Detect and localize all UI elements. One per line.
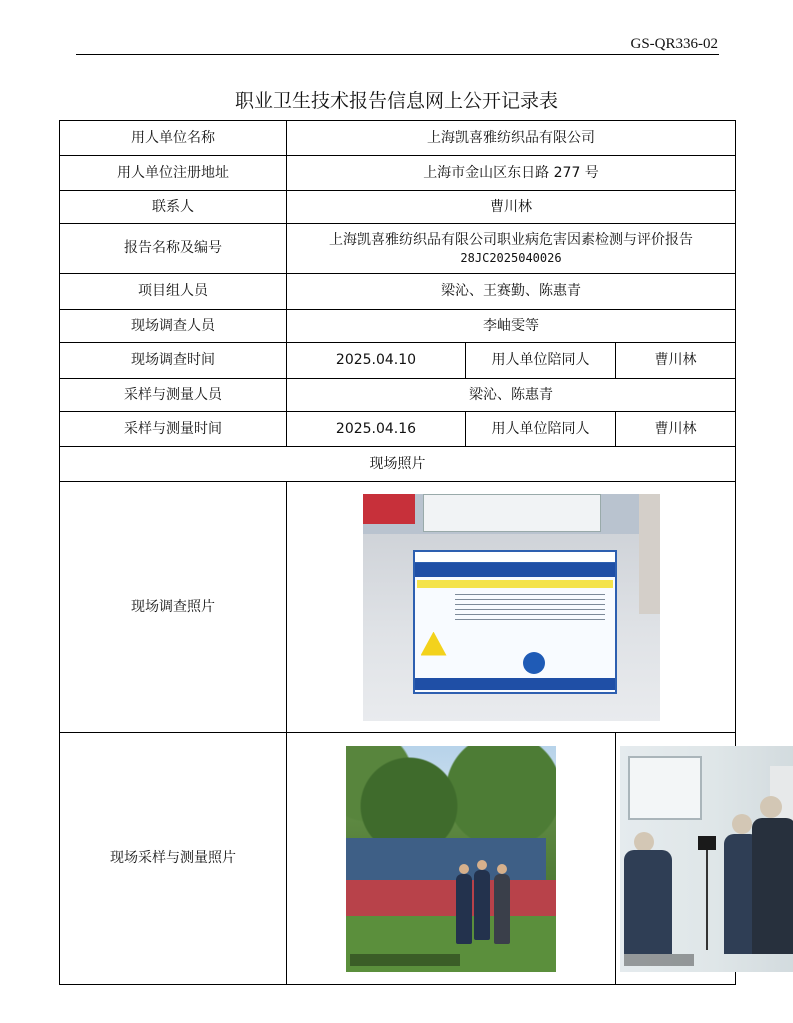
sampling-photo-cell-2 bbox=[616, 733, 736, 985]
sampling-photo-cell-1 bbox=[287, 733, 616, 985]
table-row bbox=[60, 156, 736, 191]
report-label: 报告名称及编号 bbox=[60, 224, 287, 274]
person-figure bbox=[494, 874, 510, 944]
photo-timestamp-overlay bbox=[624, 954, 694, 966]
warning-sign-icon bbox=[421, 632, 447, 656]
survey-escort-value: 曹川林 bbox=[616, 343, 736, 379]
survey-photo bbox=[363, 494, 660, 721]
table-row bbox=[60, 310, 736, 343]
table-row bbox=[60, 224, 736, 274]
registered-address-value: 上海市金山区东日路 277 号 bbox=[287, 156, 736, 191]
survey-photo-label: 现场调查照片 bbox=[60, 482, 287, 733]
project-team-value: 梁沁、王赛勤、陈惠青 bbox=[287, 274, 736, 310]
sampling-device bbox=[698, 836, 716, 850]
page-title: 职业卫生技术报告信息网上公开记录表 bbox=[234, 90, 558, 112]
table-row bbox=[60, 412, 736, 447]
survey-escort-label: 用人单位陪同人 bbox=[466, 343, 616, 379]
sampling-staff-value: 梁沁、陈惠青 bbox=[287, 379, 736, 412]
table-row bbox=[60, 121, 736, 156]
table-row bbox=[60, 379, 736, 412]
sampling-time-label: 采样与测量时间 bbox=[60, 412, 287, 447]
table-row bbox=[60, 733, 736, 985]
employer-name-label: 用人单位名称 bbox=[60, 121, 287, 156]
contact-value: 曹川林 bbox=[287, 191, 736, 224]
table-row bbox=[60, 482, 736, 733]
company-sign-wall bbox=[346, 838, 546, 886]
outdoor-sampling-photo bbox=[346, 746, 556, 972]
worker-figure bbox=[752, 818, 793, 954]
registered-address-label: 用人单位注册地址 bbox=[60, 156, 287, 191]
survey-staff-label: 现场调查人员 bbox=[60, 310, 287, 343]
contact-label: 联系人 bbox=[60, 191, 287, 224]
report-value bbox=[287, 224, 736, 274]
survey-time-label: 现场调查时间 bbox=[60, 343, 287, 379]
sampling-staff-label: 采样与测量人员 bbox=[60, 379, 287, 412]
report-code: 28JC2025040026 bbox=[460, 250, 562, 265]
sampling-escort-label: 用人单位陪同人 bbox=[466, 412, 616, 447]
table-row bbox=[60, 447, 736, 482]
document-code: GS-QR336-02 bbox=[630, 36, 718, 52]
table-row bbox=[60, 343, 736, 379]
photos-header: 现场照片 bbox=[60, 447, 736, 482]
photo-timestamp-overlay bbox=[350, 954, 460, 966]
mask-required-icon bbox=[523, 652, 545, 674]
worker-figure bbox=[624, 850, 672, 954]
survey-staff-value: 李岫雯等 bbox=[287, 310, 736, 343]
record-table bbox=[59, 120, 736, 985]
person-figure bbox=[474, 870, 490, 940]
survey-photo-cell bbox=[287, 482, 736, 733]
employer-name-value: 上海凯喜雅纺织品有限公司 bbox=[287, 121, 736, 156]
survey-date: 2025.04.10 bbox=[287, 343, 466, 379]
header-rule bbox=[76, 54, 719, 55]
sampling-photo-label: 现场采样与测量照片 bbox=[60, 733, 287, 985]
indoor-sampling-photo bbox=[620, 746, 793, 972]
report-name: 上海凯喜雅纺织品有限公司职业病危害因素检测与评价报告 bbox=[329, 231, 693, 248]
notice-board bbox=[413, 550, 617, 694]
person-figure bbox=[456, 874, 472, 944]
sampling-escort-value: 曹川林 bbox=[616, 412, 736, 447]
sampling-date: 2025.04.16 bbox=[287, 412, 466, 447]
table-row bbox=[60, 274, 736, 310]
table-row bbox=[60, 191, 736, 224]
project-team-label: 项目组人员 bbox=[60, 274, 287, 310]
